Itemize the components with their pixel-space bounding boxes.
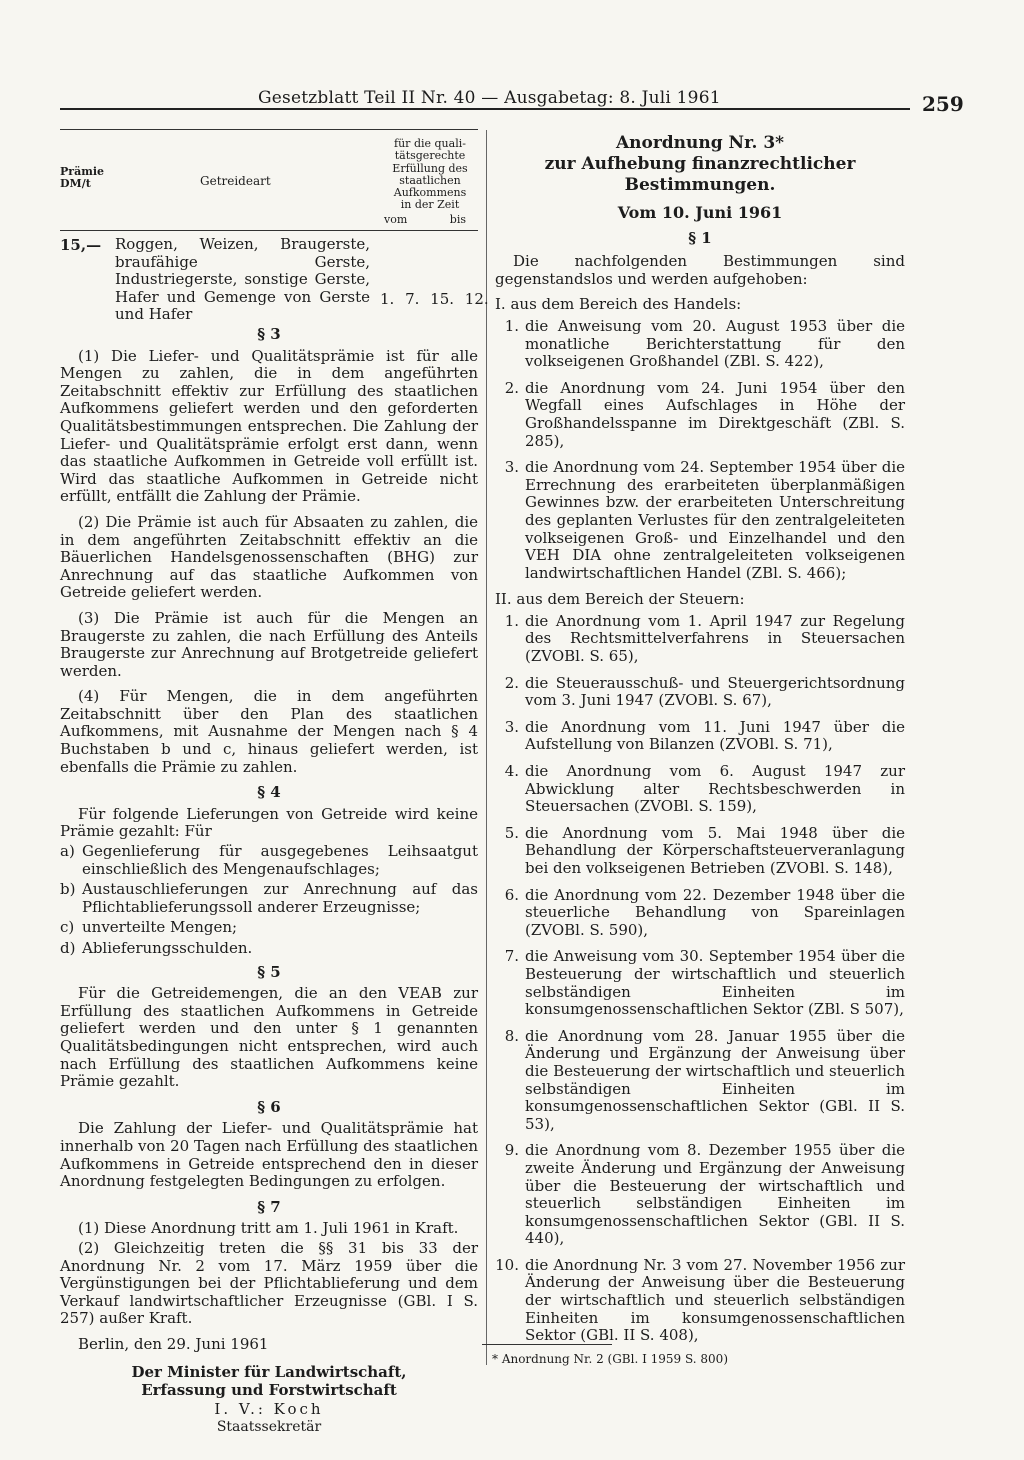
list-item-label: b) — [60, 880, 76, 899]
s6-paragraph: Die Zahlung der Liefer- und Qualitätsprämie hat innerhalb von 20 Tagen nach Erfüllung des staatlichen Aufkommens in Getreide entsprechend den in dieser Anordnung festgelegten Bedingungen zu erfolgen. — [60, 1119, 478, 1191]
list-item-number: 4. — [504, 762, 519, 781]
list-item-text: die Anordnung vom 8. Dezember 1955 über die zweite Änderung und Ergänzung der Anweisung über die Besteuerung der wirtschaftlich und steuerlich selbständigen Einheiten im konsumgenossenschaftlichen Sektor (GBl. II S. 440), — [525, 1141, 905, 1248]
list-item — [495, 1028, 905, 1134]
ordinance-date: Vom 10. Juni 1961 — [617, 203, 783, 222]
list-item-text: die Anordnung vom 28. Januar 1955 über die Änderung und Ergänzung der Anweisung über die Besteuerung der wirtschaftlich und steuerlich selbständigen Einheiten im konsumgenossenschaftlichen Sektor (GBl. II S. 53), — [525, 1026, 905, 1133]
list-item — [495, 719, 905, 754]
list-item-text: die Steuerausschuß- und Steuergerichtsordnung vom 3. Juni 1947 (ZVOBl. S. 67), — [525, 673, 905, 710]
place-date: Berlin, den 29. Juni 1961 — [78, 1334, 269, 1353]
list-item-label: a) — [60, 842, 75, 861]
list-item-text: die Anordnung vom 24. September 1954 über die Errechnung des erarbeiteten überplanmäßigen Gewinnes bzw. der erarbeiteten Unterschreitung des geplanten Verlustes für den zentralgeleiteten volkseigenen Groß- und Einzelhandel und den VEH DIA ohne zentralgeleiteten volkseigenen landwirtschaftlichen Handel (ZBl. S. 466); — [525, 458, 905, 582]
signature-line-2: Erfassung und Forstwirtschaft — [141, 1381, 397, 1400]
list-item-text: die Anweisung vom 30. September 1954 über die Besteuerung der wirtschaftlich und steuerlich selbständigen Einheiten im konsumgenossenschaftlichen Sektor (ZBl. S 507), — [525, 947, 905, 1019]
list-item-label: d) — [60, 939, 76, 957]
s7-paragraph-2: (2) Gleichzeitig treten die §§ 31 bis 33 der Anordnung Nr. 2 vom 17. März 1959 über die Vergünstigungen bei der Pflichtablieferung und dem Verkauf landwirtschaftlicher Erzeugnisse (GBl. I S. 257) außer Kraft. — [60, 1238, 478, 1328]
list-item-number: 9. — [504, 1141, 519, 1160]
list-item-number: 1. — [504, 316, 519, 335]
list-item-text: die Anordnung vom 5. Mai 1948 über die Behandlung der Körperschaftsteuerveranlagung bei den volkseigenen Betrieben (ZVOBl. S. 148), — [525, 823, 905, 877]
s3-paragraph-3: (3) Die Prämie ist auch für die Mengen an Braugerste zu zahlen, die nach Erfüllung des Anteils Braugerste zur Anrechnung auf Brotgetreide geliefert werden. — [60, 608, 478, 680]
header-rule — [60, 108, 910, 110]
list-item-text: die Anordnung vom 24. Juni 1954 über den Wegfall eines Aufschlages in Höhe der Großhandelsspanne im Direktgeschäft (ZBl. S. 285), — [525, 378, 905, 450]
list-item — [495, 380, 905, 450]
s3-paragraph-4: (4) Für Mengen, die in dem angeführten Zeitabschnitt über den Plan des staatlichen Aufkommens, mit Ausnahme der Mengen nach § 4 Buchstaben b und c, hinaus geliefert werden, ist ebenfalls die Prämie zu zahlen. — [60, 687, 478, 776]
list-item — [60, 843, 478, 878]
table-cell-getreideart: Roggen, Weizen, Braugerste, braufähige Gerste, Industriegerste, sonstige Gerste, Hafer und Gemenge von Gerste und Hafer — [115, 235, 370, 323]
list-item-label: c) — [60, 918, 75, 937]
group-heading-steuern: II. aus dem Bereich der Steuern: — [495, 590, 745, 609]
list-item-number: 10. — [495, 1255, 519, 1274]
list-item — [60, 940, 478, 958]
list-item-number: 2. — [504, 378, 519, 397]
table-header-praemie: Prämie DM/t — [60, 165, 105, 190]
section-heading-4: § 4 — [257, 783, 281, 802]
table-header-bis: bis — [449, 213, 466, 226]
section-heading-1: § 1 — [688, 228, 712, 247]
section-heading-5: § 5 — [257, 962, 281, 981]
table-cell-praemie: 15,— — [60, 236, 102, 254]
list-item — [495, 1257, 905, 1345]
list-item-text: die Anordnung vom 1. April 1947 zur Regelung des Rechtsmittelverfahrens in Steuersachen (ZVOBl. S. 65), — [525, 611, 905, 666]
group-heading-handel: I. aus dem Bereich des Handels: — [495, 295, 742, 314]
table-header-getreideart: Getreideart — [200, 174, 271, 188]
list-item — [495, 459, 905, 582]
s4-intro: Für folgende Lieferungen von Getreide wird keine Prämie gezahlt: Für — [60, 804, 478, 841]
list-item-text: die Anordnung Nr. 3 vom 27. November 1956 zur Änderung der Anweisung über die Besteuerung der wirtschaftlich und steuerlich selbständigen Einheiten im konsumgenossenschaftlichen Sektor (GBl. II S. 408), — [525, 1255, 905, 1345]
list-item-number: 3. — [504, 458, 519, 477]
signature-line-1: Der Minister für Landwirtschaft, — [131, 1363, 407, 1382]
ordinance-intro: Die nachfolgenden Bestimmungen sind gegenstandslos und werden aufgehoben: — [495, 252, 905, 288]
ordinance-title-line-1: Anordnung Nr. 3* — [615, 133, 785, 153]
s3-paragraph-1: (1) Die Liefer- und Qualitätsprämie ist für alle Mengen zu zahlen, die in dem angeführten Zeitabschnitt effektiv zur Erfüllung des staatlichen Aufkommens geliefert werden und den geforderten Qualitätsbestimmungen entsprechen. Die Zahlung der Liefer- und Qualitätsprämie erfolgt erst dann, wenn das staatliche Aufkommen in Getreide voll erfüllt ist. Wird das staatliche Aufkommen in Getreide nicht erfüllt, entfällt die Zahlung der Prämie. — [60, 346, 478, 506]
table-cell-zeit: 1. 7. 15. 12. — [380, 290, 489, 308]
list-item — [495, 763, 905, 816]
list-item-number: 2. — [504, 673, 519, 692]
section-heading-3: § 3 — [257, 325, 281, 343]
list-item-text: die Anordnung vom 11. Juni 1947 über die Aufstellung von Bilanzen (ZVOBl. S. 71), — [525, 717, 905, 754]
list-item-text: unverteilte Mengen; — [82, 918, 238, 937]
list-item — [60, 919, 478, 937]
table-top-rule — [60, 129, 478, 130]
list-item — [495, 613, 905, 666]
list-item-number: 7. — [504, 947, 519, 966]
list-item-text: Ablieferungsschulden. — [82, 939, 253, 957]
table-header-zeit: für die quali- tätsgerechte Erfüllung des staatlichen Aufkommens in der Zeit — [392, 137, 468, 212]
list-item-text: die Anordnung vom 6. August 1947 zur Abwicklung alter Rechtsbeschwerden in Steuersachen (ZVOBl. S. 159), — [525, 762, 905, 816]
list-item — [495, 948, 905, 1018]
page-number: 259 — [922, 92, 964, 116]
list-item — [495, 675, 905, 710]
table-header-rule — [60, 230, 478, 231]
list-item-text: die Anordnung vom 22. Dezember 1948 über die steuerliche Behandlung von Spareinlagen (ZVOBl. S. 590), — [525, 885, 905, 939]
list-item-number: 6. — [504, 885, 519, 904]
list-item — [495, 887, 905, 940]
s5-paragraph: Für die Getreidemengen, die an den VEAB zur Erfüllung des staatlichen Aufkommens in Getreide geliefert werden und den unter § 1 genannten Qualitätsbedingungen nicht entsprechen, wird auch nach Erfüllung des staatlichen Aufkommens keine Prämie gezahlt. — [60, 984, 478, 1091]
signature-role: Staatssekretär — [216, 1419, 322, 1436]
list-item — [495, 1142, 905, 1248]
list-item-text: Austauschlieferungen zur Anrechnung auf das Pflichtablieferungssoll anderer Erzeugnisse; — [82, 880, 478, 916]
list-item-text: die Anweisung vom 20. August 1953 über die monatliche Berichterstattung für den volkseigenen Großhandel (ZBl. S. 422), — [525, 316, 905, 371]
list-item-number: 3. — [504, 717, 519, 736]
table-header-vom-bis — [384, 213, 480, 226]
section-heading-6: § 6 — [257, 1097, 281, 1116]
list-item-text: Gegenlieferung für ausgegebenes Leihsaatgut einschließlich des Mengenaufschlages; — [82, 842, 478, 878]
list-item — [495, 318, 905, 371]
section-heading-7: § 7 — [257, 1197, 281, 1216]
s7-paragraph-1: (1) Diese Anordnung tritt am 1. Juli 1961 in Kraft. — [78, 1219, 459, 1238]
signature-block — [60, 1363, 478, 1399]
column-divider — [486, 130, 487, 1365]
list-item-number: 8. — [504, 1026, 519, 1045]
list-item — [495, 825, 905, 878]
right-column — [495, 133, 905, 1354]
list-item — [60, 881, 478, 916]
list-item-number: 1. — [504, 611, 519, 630]
left-column — [60, 320, 478, 1437]
signature-name: I. V.: Koch — [214, 1400, 324, 1419]
list-item-number: 5. — [504, 823, 519, 842]
table-header-vom: vom — [384, 213, 408, 226]
footnote-rule — [482, 1344, 612, 1345]
s3-paragraph-2: (2) Die Prämie ist auch für Absaaten zu zahlen, die in dem angeführten Zeitabschnitt effektiv an die Bäuerlichen Handelsgenossenschaften (BHG) zur Anrechnung auf das staatliche Aufkommen von Getreide geliefert werden. — [60, 512, 478, 602]
ordinance-title-line-2: zur Aufhebung finanzrechtlicher Bestimmungen. — [544, 154, 856, 195]
footnote: * Anordnung Nr. 2 (GBl. I 1959 S. 800) — [492, 1352, 728, 1366]
page-header-title: Gesetzblatt Teil II Nr. 40 — Ausgabetag: 8. Juli 1961 — [258, 88, 721, 108]
